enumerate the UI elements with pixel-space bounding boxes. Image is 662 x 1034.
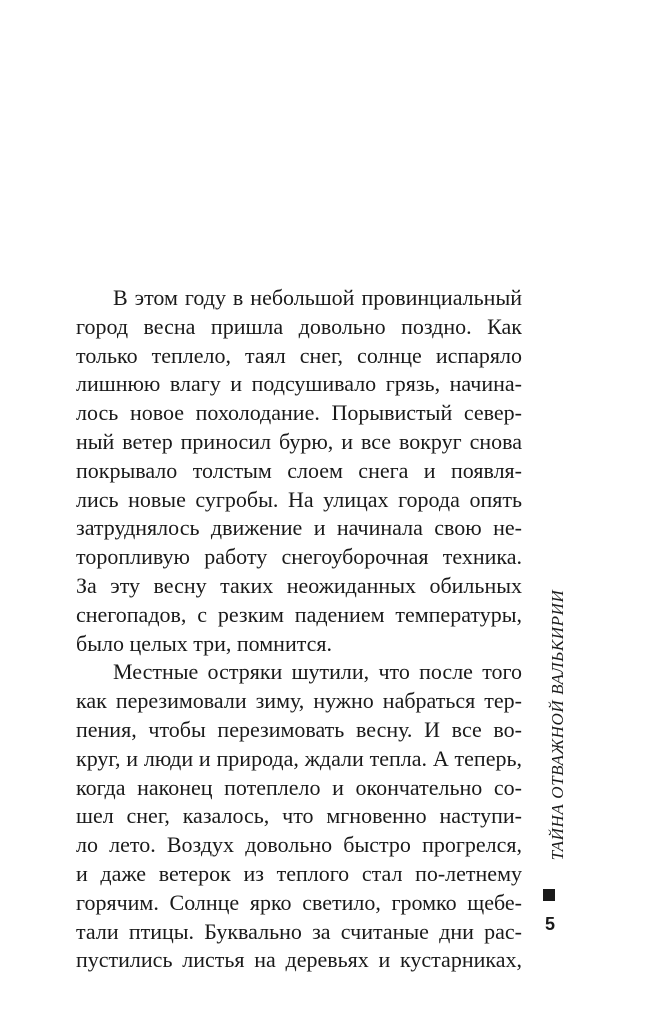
text-line: шел снег, казалось, что мгновенно наступи- (76, 803, 522, 829)
square-marker-icon (543, 889, 555, 901)
text-line: как перезимовали зиму, нужно набраться тер- (76, 688, 522, 714)
text-line: затруднялось движение и начинала свою не- (76, 515, 522, 541)
text-line: тали птицы. Буквально за считаные дни рас- (76, 918, 522, 944)
text-line: покрывало толстым слоем снега и появля- (76, 457, 522, 483)
text-line: когда наконец потеплело и окончательно со- (76, 774, 522, 800)
body-text (76, 284, 522, 975)
text-line: снегопадов, с резким падением температуры, (76, 601, 522, 627)
text-line: круг, и люди и природа, ждали тепла. А теперь, (76, 745, 522, 771)
text-line: В этом году в небольшой провинциальный (113, 285, 522, 310)
text-line: лось новое похолодание. Порывистый север- (76, 400, 522, 426)
text-line: было целых три, помнится. (76, 630, 332, 656)
text-line: лись новые сугробы. На улицах города опять (76, 486, 522, 512)
text-line: пения, чтобы перезимовать весну. И все во- (76, 716, 522, 742)
text-line: только теплело, таял снег, солнце испаряло (76, 342, 522, 368)
page-number: 5 (544, 914, 555, 934)
text-line: пустились листья на деревьях и кустарниках, (76, 947, 522, 973)
text-line: лишнюю влагу и подсушивало грязь, начина- (76, 371, 522, 397)
text-line: город весна пришла довольно поздно. Как (76, 313, 522, 339)
running-head (548, 580, 568, 870)
text-line: и даже ветерок из теплого стал по-летнему (76, 860, 522, 886)
text-line: ло лето. Воздух довольно быстро прогрелся, (76, 832, 522, 858)
text-line: ный ветер приносил бурю, и все вокруг снова (76, 428, 522, 454)
running-head-title: ТАЙНА ОТВАЖНОЙ ВАЛЬКИРИИ (548, 589, 567, 861)
text-line: Местные остряки шутили, что после того (113, 659, 522, 685)
text-line: горячим. Солнце ярко светило, громко щебе- (76, 889, 522, 915)
text-line: торопливую работу снегоуборочная техника. (76, 544, 522, 570)
text-line: За эту весну таких неожиданных обильных (76, 572, 522, 598)
